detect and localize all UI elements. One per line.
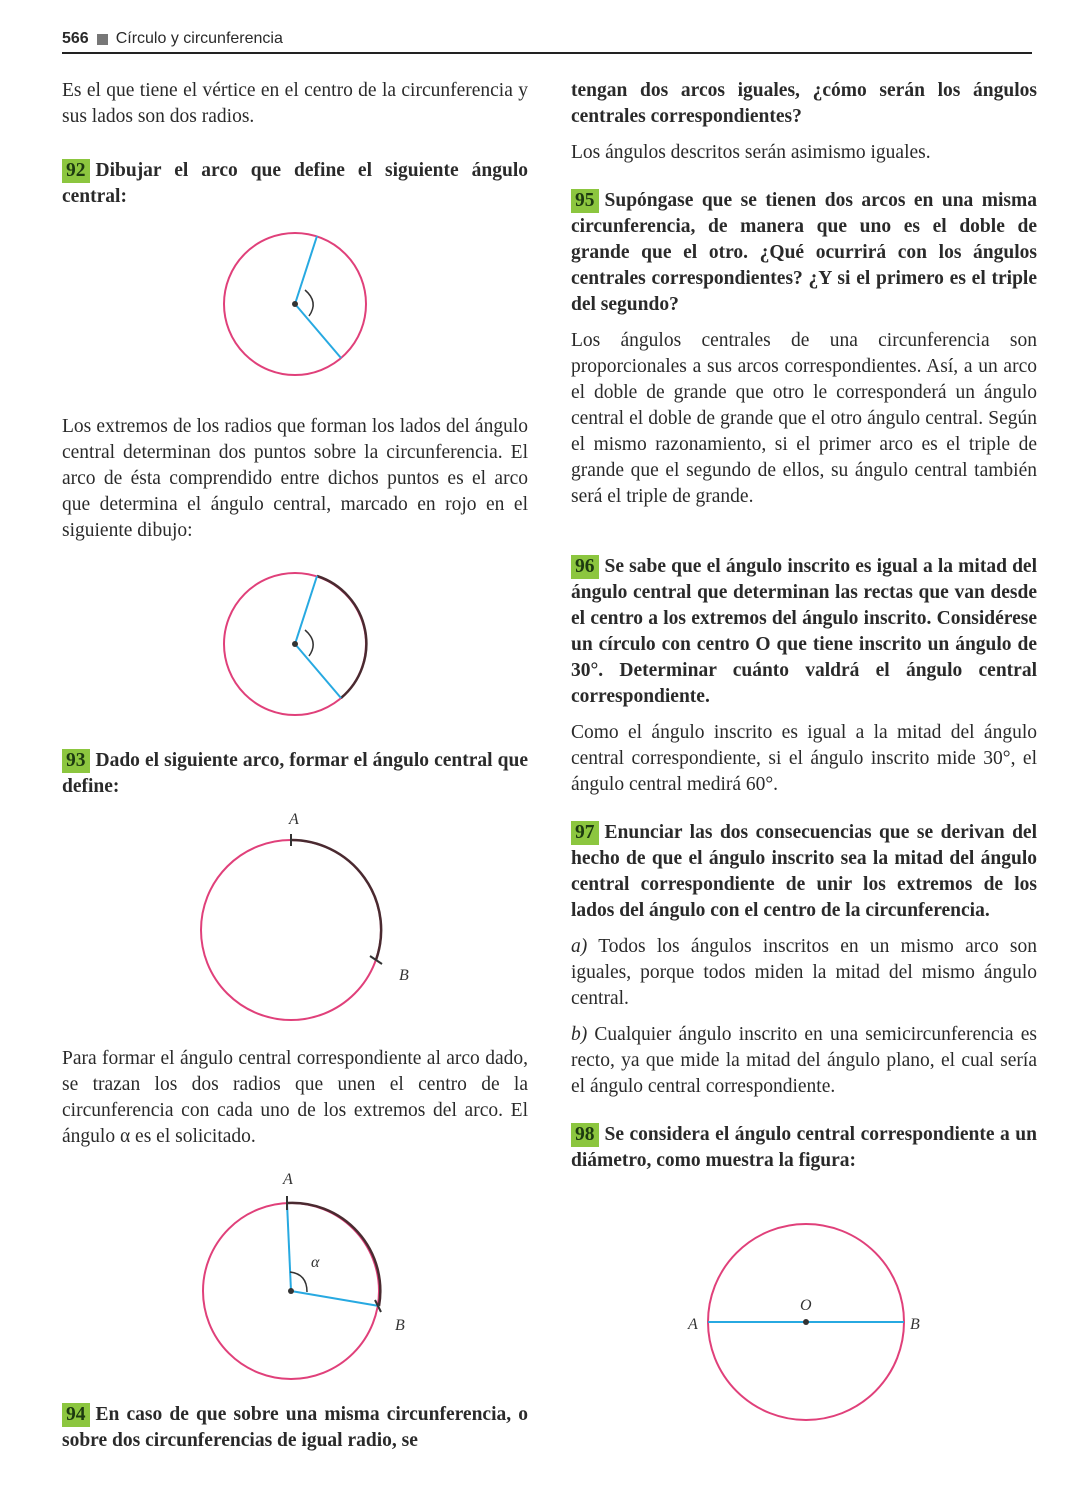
item-label: a)	[571, 936, 588, 957]
question-97	[571, 820, 1037, 924]
question-number: 95	[571, 189, 599, 213]
item-text: Todos los ángulos inscritos en un mismo arco son iguales, porque todos miden la mitad del mismo ángulo central.	[571, 936, 1037, 1009]
question-96	[571, 554, 1037, 710]
question-text: Enunciar las dos consecuencias que se derivan del hecho de que el ángulo inscrito sea la mitad del ángulo central correspondiente de unir los extremos de los lados del ángulo con el centro de la circunferencia.	[571, 822, 1037, 921]
figure-93-solution	[175, 1166, 415, 1386]
point-b-label: B	[399, 967, 409, 984]
question-number: 94	[62, 1403, 90, 1427]
question-text: Se considera el ángulo central correspondiente a un diámetro, como muestra la figura:	[571, 1124, 1037, 1171]
item-text: Cualquier ángulo inscrito en una semicircunferencia es recto, ya que mide la mitad del ángulo plano, el cual sería el ángulo central correspondiente.	[571, 1024, 1038, 1097]
point-a-label: A	[289, 811, 299, 828]
question-number: 93	[62, 749, 90, 773]
question-text: Supóngase que se tienen dos arcos en una misma circunferencia, de manera que uno es el doble de grande que el otro. ¿Qué ocurrirá con los ángulos centrales correspondientes? ¿Y si el primero es el triple del segundo?	[571, 190, 1037, 315]
question-number: 97	[571, 821, 599, 845]
point-a-label: A	[688, 1316, 698, 1333]
question-94	[62, 1402, 528, 1454]
question-92	[62, 158, 528, 210]
question-98	[571, 1122, 1037, 1174]
chapter-title: Círculo y circunferencia	[115, 30, 283, 47]
figure-92-central-angle	[215, 226, 375, 386]
answer-94: Los ángulos descritos serán asimismo iguales.	[571, 142, 931, 163]
question-93	[62, 748, 528, 800]
question-95	[571, 188, 1037, 318]
figure-93-arc	[175, 810, 415, 1030]
header-square-icon	[97, 34, 108, 45]
answer-95: Los ángulos centrales de una circunferencia son proporcionales a sus arcos correspondientes. Así, a un arco el doble de grande que otro le corresponderá un ángulo central el doble de grande que el otro ángulo central. Según el mismo razonamiento, si el primer arco es el triple de grande que el segundo de ellos, su ángulo central también será el triple de grande.	[571, 330, 1037, 507]
right-column	[571, 78, 1037, 1442]
answer-97-a	[571, 934, 1037, 1012]
left-column	[62, 78, 528, 1454]
intro-text: Es el que tiene el vértice en el centro de la circunferencia y sus lados son dos radios.	[62, 80, 528, 127]
question-number: 92	[62, 159, 90, 183]
answer-92: Los extremos de los radios que forman los lados del ángulo central determinan dos puntos sobre la circunferencia. El arco de ésta comprendido entre dichos puntos es el arco que determina el ángulo central, marcado en rojo en el siguiente dibujo:	[62, 416, 528, 541]
question-number: 96	[571, 555, 599, 579]
page-number: 566	[62, 30, 89, 47]
running-header	[62, 26, 1032, 54]
answer-96: Como el ángulo inscrito es igual a la mitad del ángulo central correspondiente, si el ángulo inscrito mide 30°, el ángulo central medirá 60°.	[571, 722, 1037, 795]
question-text: Se sabe que el ángulo inscrito es igual a la mitad del ángulo central que determinan las rectas que van desde el centro a los extremos del ángulo inscrito. Considérese un círculo con centro O que tiene inscrito un ángulo de 30°. Determinar cuánto valdrá el ángulo central correspondiente.	[571, 556, 1037, 707]
center-o-label: O	[800, 1297, 812, 1314]
question-number: 98	[571, 1123, 599, 1147]
point-b-label: B	[910, 1316, 920, 1333]
question-text: Dado el siguiente arco, formar el ángulo central que define:	[62, 750, 528, 797]
figure-98-diameter	[674, 1202, 934, 1442]
alpha-label: α	[311, 1254, 320, 1271]
figure-92-arc-marked	[215, 566, 375, 726]
item-label: b)	[571, 1024, 588, 1045]
point-b-label: B	[395, 1317, 405, 1334]
answer-97-b	[571, 1022, 1037, 1100]
question-text: Dibujar el arco que define el siguiente ángulo central:	[62, 160, 528, 207]
point-a-label: A	[283, 1171, 293, 1188]
answer-93: Para formar el ángulo central correspondiente al arco dado, se trazan los dos radios que unen el centro de la circunferencia con cada uno de los extremos del arco. El ángulo α es el solicitado.	[62, 1048, 528, 1147]
question-text: En caso de que sobre una misma circunferencia, o sobre dos circunferencias de igual radio, se	[62, 1404, 528, 1451]
question-94-continued: tengan dos arcos iguales, ¿cómo serán los ángulos centrales correspondientes?	[571, 80, 1037, 127]
